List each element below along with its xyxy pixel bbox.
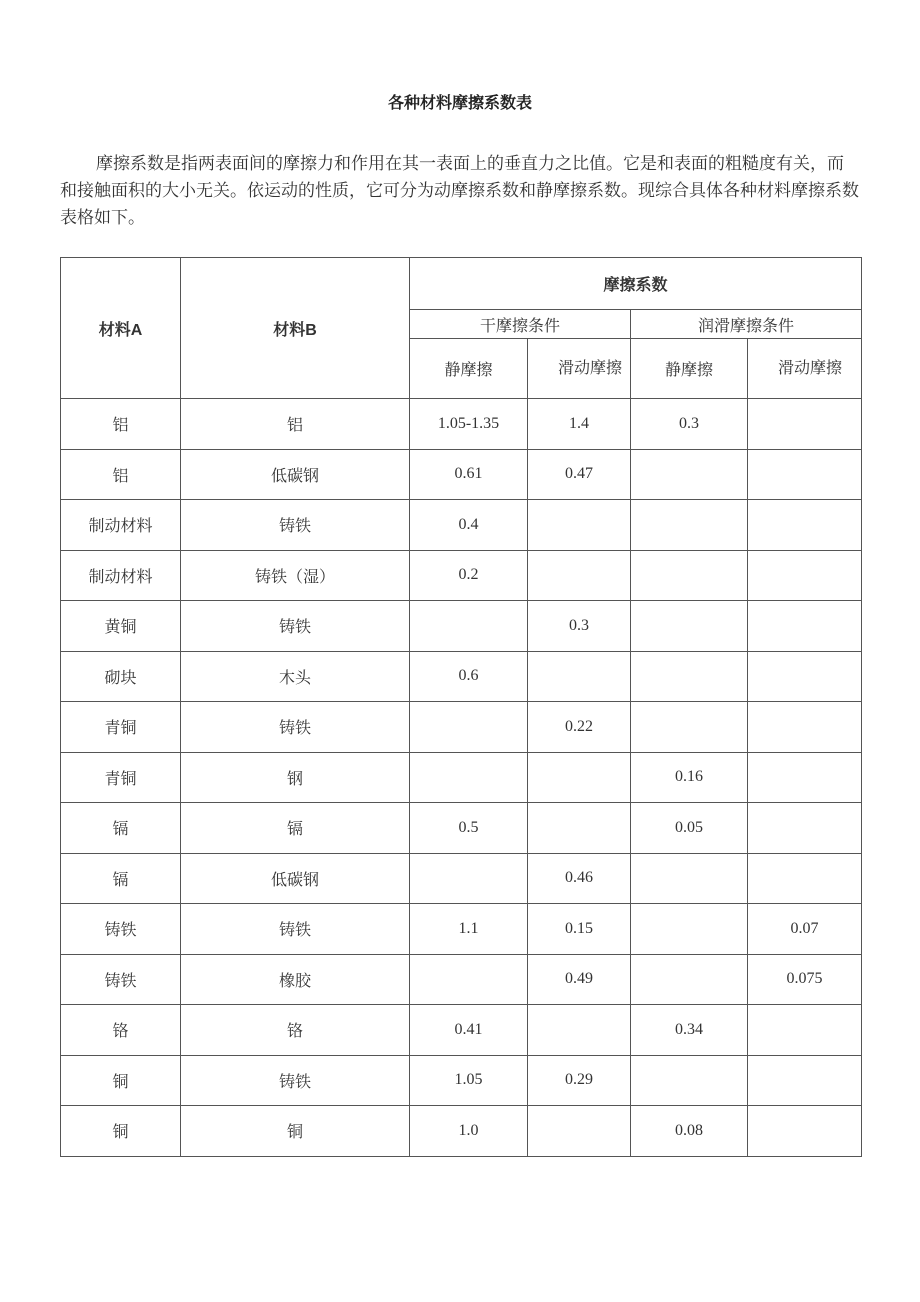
- table-row: [61, 853, 862, 904]
- cell-material-a: 铜: [61, 1055, 181, 1106]
- cell-lub-sliding: [748, 702, 862, 753]
- cell-lub-sliding: [748, 1005, 862, 1056]
- table-row: [61, 904, 862, 955]
- cell-material-a: 铜: [61, 1106, 181, 1157]
- table-row: [61, 803, 862, 854]
- cell-material-b: 镉: [181, 803, 410, 854]
- cell-lub-static: 0.3: [631, 399, 748, 450]
- cell-dry-static: [410, 752, 528, 803]
- cell-lub-static: [631, 550, 748, 601]
- cell-dry-static: 0.2: [410, 550, 528, 601]
- cell-dry-sliding: 0.46: [528, 853, 631, 904]
- cell-material-b: 铝: [181, 399, 410, 450]
- cell-dry-static: 1.0: [410, 1106, 528, 1157]
- cell-lub-sliding: [748, 399, 862, 450]
- cell-lub-sliding: [748, 500, 862, 551]
- cell-lub-sliding: [748, 449, 862, 500]
- cell-material-a: 铝: [61, 399, 181, 450]
- cell-material-a: 铝: [61, 449, 181, 500]
- cell-material-a: 镉: [61, 853, 181, 904]
- cell-dry-sliding: [528, 803, 631, 854]
- cell-material-b: 铸铁（湿）: [181, 550, 410, 601]
- header-lub-sliding: 滑动摩擦: [748, 339, 862, 399]
- cell-lub-static: 0.34: [631, 1005, 748, 1056]
- cell-lub-sliding: [748, 803, 862, 854]
- cell-material-a: 制动材料: [61, 500, 181, 551]
- cell-dry-static: 0.61: [410, 449, 528, 500]
- cell-material-a: 青铜: [61, 702, 181, 753]
- table-row: [61, 550, 862, 601]
- table-row: [61, 954, 862, 1005]
- table-row: [61, 1055, 862, 1106]
- cell-dry-sliding: 1.4: [528, 399, 631, 450]
- cell-lub-static: 0.05: [631, 803, 748, 854]
- cell-lub-static: [631, 853, 748, 904]
- document-title: 各种材料摩擦系数表: [387, 95, 532, 112]
- cell-material-a: 砌块: [61, 651, 181, 702]
- cell-lub-sliding: 0.075: [748, 954, 862, 1005]
- cell-lub-sliding: [748, 752, 862, 803]
- intro-paragraph: 摩擦系数是指两表面间的摩擦力和作用在其一表面上的垂直力之比值。它是和表面的粗糙度有关，而和接触面积的大小无关。依运动的性质，它可分为动摩擦系数和静摩擦系数。现综合具体各种材料摩擦系数表格如下。: [60, 154, 859, 227]
- table-row: [61, 449, 862, 500]
- cell-material-a: 黄铜: [61, 601, 181, 652]
- cell-dry-static: 0.6: [410, 651, 528, 702]
- cell-material-b: 低碳钢: [181, 449, 410, 500]
- friction-table: [60, 257, 862, 1157]
- cell-dry-static: 1.05-1.35: [410, 399, 528, 450]
- cell-dry-static: 0.5: [410, 803, 528, 854]
- cell-material-b: 铸铁: [181, 702, 410, 753]
- cell-lub-sliding: [748, 651, 862, 702]
- cell-material-b: 铸铁: [181, 904, 410, 955]
- cell-material-b: 铸铁: [181, 500, 410, 551]
- cell-lub-static: [631, 904, 748, 955]
- cell-material-b: 铬: [181, 1005, 410, 1056]
- cell-material-a: 铬: [61, 1005, 181, 1056]
- cell-lub-sliding: [748, 550, 862, 601]
- table-row: [61, 399, 862, 450]
- cell-dry-static: [410, 601, 528, 652]
- cell-material-a: 铸铁: [61, 904, 181, 955]
- cell-material-a: 制动材料: [61, 550, 181, 601]
- header-coefficient: 摩擦系数: [410, 258, 862, 310]
- table-row: [61, 500, 862, 551]
- cell-dry-static: 1.05: [410, 1055, 528, 1106]
- cell-dry-sliding: [528, 1106, 631, 1157]
- table-row: [61, 1106, 862, 1157]
- cell-lub-static: [631, 702, 748, 753]
- cell-material-b: 橡胶: [181, 954, 410, 1005]
- header-material-b: 材料B: [181, 258, 410, 399]
- cell-dry-sliding: [528, 500, 631, 551]
- cell-material-a: 青铜: [61, 752, 181, 803]
- cell-dry-sliding: [528, 550, 631, 601]
- cell-lub-sliding: 0.07: [748, 904, 862, 955]
- cell-lub-static: [631, 1055, 748, 1106]
- table-row: [61, 601, 862, 652]
- table-row: [61, 651, 862, 702]
- cell-material-b: 铸铁: [181, 1055, 410, 1106]
- cell-dry-sliding: 0.47: [528, 449, 631, 500]
- cell-lub-sliding: [748, 853, 862, 904]
- cell-lub-static: 0.16: [631, 752, 748, 803]
- cell-material-b: 木头: [181, 651, 410, 702]
- cell-dry-static: 1.1: [410, 904, 528, 955]
- cell-dry-static: [410, 853, 528, 904]
- cell-material-b: 铸铁: [181, 601, 410, 652]
- cell-dry-sliding: [528, 651, 631, 702]
- header-lubricated: 润滑摩擦条件: [631, 310, 862, 339]
- cell-dry-sliding: 0.15: [528, 904, 631, 955]
- header-dry: 干摩擦条件: [410, 310, 631, 339]
- cell-dry-sliding: [528, 1005, 631, 1056]
- header-dry-sliding: 滑动摩擦: [528, 339, 631, 399]
- header-material-a: 材料A: [61, 258, 181, 399]
- cell-dry-static: 0.4: [410, 500, 528, 551]
- cell-lub-static: [631, 500, 748, 551]
- header-dry-static: 静摩擦: [410, 339, 528, 399]
- table-row: [61, 702, 862, 753]
- cell-lub-static: [631, 651, 748, 702]
- cell-lub-sliding: [748, 1106, 862, 1157]
- cell-lub-static: [631, 449, 748, 500]
- cell-lub-sliding: [748, 1055, 862, 1106]
- cell-dry-sliding: 0.3: [528, 601, 631, 652]
- cell-dry-static: [410, 954, 528, 1005]
- cell-lub-static: [631, 601, 748, 652]
- cell-dry-sliding: 0.29: [528, 1055, 631, 1106]
- cell-material-a: 镉: [61, 803, 181, 854]
- cell-dry-static: 0.41: [410, 1005, 528, 1056]
- cell-material-b: 低碳钢: [181, 853, 410, 904]
- table-row: [61, 1005, 862, 1056]
- cell-dry-sliding: 0.49: [528, 954, 631, 1005]
- table-row: [61, 752, 862, 803]
- cell-material-a: 铸铁: [61, 954, 181, 1005]
- cell-lub-static: 0.08: [631, 1106, 748, 1157]
- cell-lub-sliding: [748, 601, 862, 652]
- header-lub-static: 静摩擦: [631, 339, 748, 399]
- cell-dry-static: [410, 702, 528, 753]
- cell-lub-static: [631, 954, 748, 1005]
- cell-material-b: 钢: [181, 752, 410, 803]
- cell-material-b: 铜: [181, 1106, 410, 1157]
- cell-dry-sliding: [528, 752, 631, 803]
- cell-dry-sliding: 0.22: [528, 702, 631, 753]
